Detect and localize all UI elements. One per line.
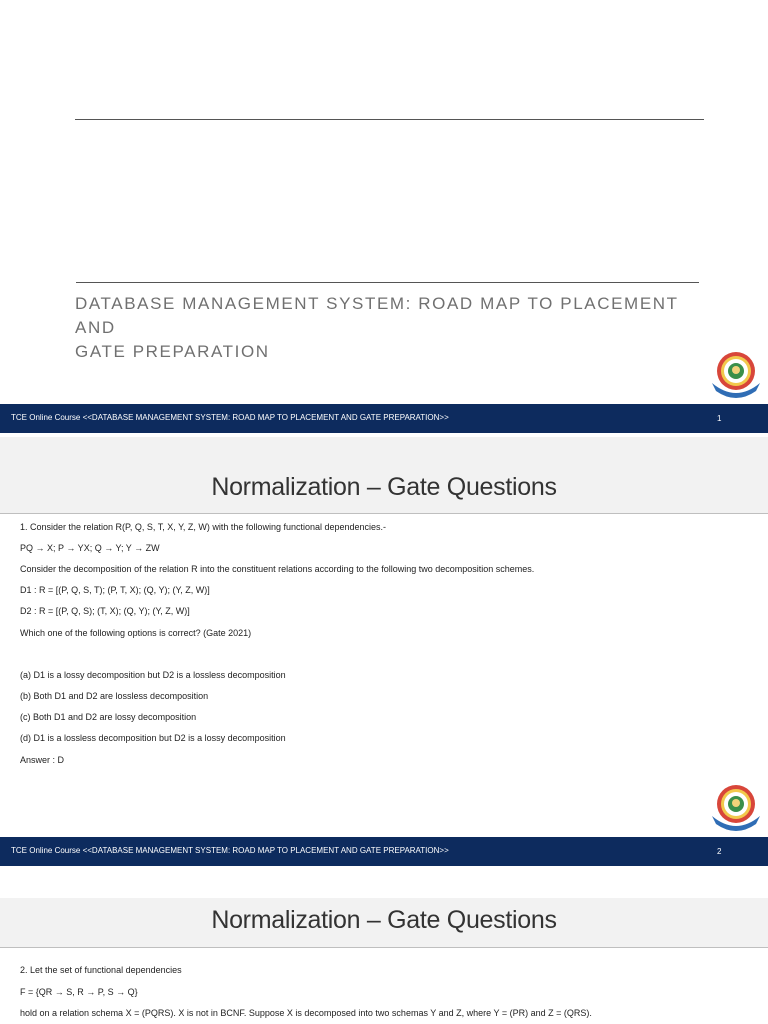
- course-title-line-2: GATE PREPARATION: [75, 342, 270, 361]
- footer-text: TCE Online Course <<DATABASE MANAGEMENT SYSTEM: ROAD MAP TO PLACEMENT AND GATE PREPARATION>>: [11, 413, 449, 422]
- course-title: [75, 292, 715, 364]
- slide-2: [0, 437, 768, 866]
- question-line: 1. Consider the relation R(P, Q, S, T, X, Y, Z, W) with the following functional dependencies.-: [20, 522, 387, 532]
- slide-1: [0, 0, 768, 433]
- question-line: Which one of the following options is correct? (Gate 2021): [20, 628, 252, 638]
- question-line: F = {QR → S, R → P, S → Q}: [20, 987, 138, 997]
- question-line: hold on a relation schema X = (PQRS). X is not in BCNF. Suppose X is decomposed into two schemas Y and Z, where Y = (PR) and Z = (QRS).: [20, 1008, 592, 1018]
- footer-band: [0, 404, 768, 433]
- page-number: 1: [717, 414, 722, 423]
- answer-line: Answer : D: [20, 755, 65, 765]
- top-divider: [75, 119, 704, 120]
- title-divider: [76, 282, 699, 283]
- footer-band: [0, 837, 768, 866]
- course-title-line-1: DATABASE MANAGEMENT SYSTEM: ROAD MAP TO PLACEMENT AND: [75, 294, 679, 337]
- slide-title: Normalization – Gate Questions: [211, 906, 557, 934]
- slide-3: [0, 870, 768, 1024]
- tce-logo-icon: [708, 782, 764, 832]
- question-line: D2 : R = [(P, Q, S); (T, X); (Q, Y); (Y, Z, W)]: [20, 606, 190, 616]
- footer-text: TCE Online Course <<DATABASE MANAGEMENT SYSTEM: ROAD MAP TO PLACEMENT AND GATE PREPARATION>>: [11, 846, 449, 855]
- option-a: (a) D1 is a lossy decomposition but D2 is a lossless decomposition: [20, 670, 286, 680]
- slide-title: Normalization – Gate Questions: [211, 473, 557, 501]
- tce-logo-icon: [708, 349, 764, 399]
- option-c: (c) Both D1 and D2 are lossy decomposition: [20, 712, 197, 722]
- page-number: 2: [717, 847, 722, 856]
- question-line: Consider the decomposition of the relation R into the constituent relations according to the following two decomposition schemes.: [20, 564, 535, 574]
- question-line: 2. Let the set of functional dependencies: [20, 965, 182, 975]
- option-b: (b) Both D1 and D2 are lossless decomposition: [20, 691, 209, 701]
- question-line: PQ → X; P → YX; Q → Y; Y → ZW: [20, 543, 160, 553]
- question-line: D1 : R = [(P, Q, S, T); (P, T, X); (Q, Y); (Y, Z, W)]: [20, 585, 210, 595]
- option-d: (d) D1 is a lossless decomposition but D2 is a lossy decomposition: [20, 733, 286, 743]
